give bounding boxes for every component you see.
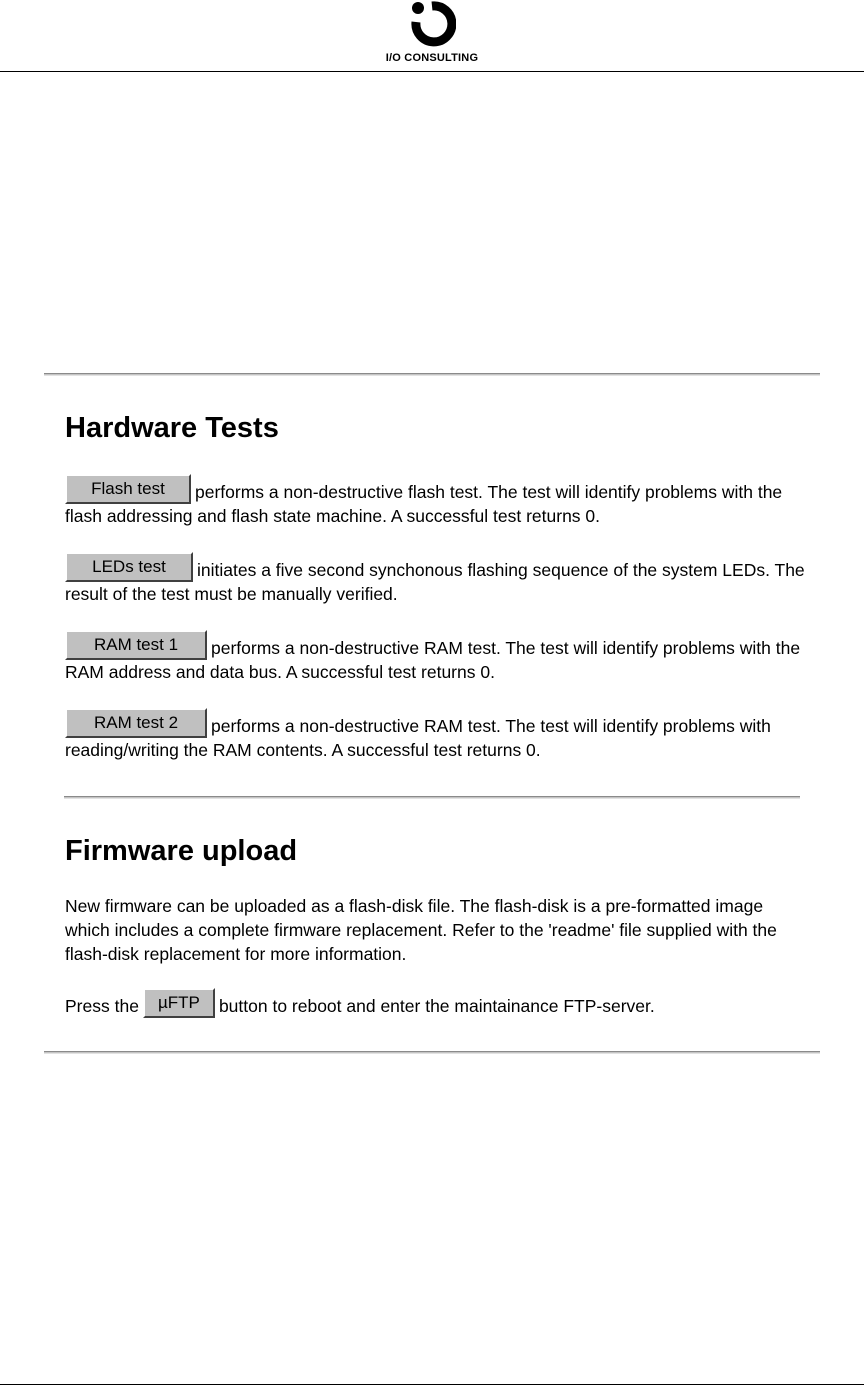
logo-mark-icon <box>408 0 456 50</box>
header-divider <box>0 71 864 72</box>
ftp-prefix-text: Press the <box>65 996 139 1016</box>
io-consulting-logo <box>370 0 494 68</box>
ram-test-1-row <box>65 630 805 684</box>
firmware-description: New firmware can be uploaded as a flash-disk file. The flash-disk is a pre-formatted image which includes a complete firmware replacement. Refer to the 'readme' file supplied with the flash-disk replacement for more information. <box>65 896 777 964</box>
ftp-row <box>65 988 805 1018</box>
firmware-upload-heading: Firmware upload <box>65 835 298 867</box>
ram-test-1-button[interactable]: RAM test 1 <box>65 630 207 660</box>
ram-test-2-button[interactable]: RAM test 2 <box>65 708 207 738</box>
ftp-suffix-text: button to reboot and enter the maintainance FTP-server. <box>218 996 655 1016</box>
ram-test-2-description: performs a non-destructive RAM test. The test will identify problems with reading/writing the RAM contents. A successful test returns 0. <box>65 716 771 760</box>
flash-test-description: performs a non-destructive flash test. The test will identify problems with the flash addressing and flash state machine. A successful test returns 0. <box>65 482 783 526</box>
ftp-button[interactable]: µFTP <box>143 988 215 1018</box>
leds-test-row <box>65 552 805 606</box>
flash-test-button[interactable]: Flash test <box>65 474 191 504</box>
ram-test-1-description: performs a non-destructive RAM test. The test will identify problems with the RAM address and data bus. A successful test returns 0. <box>65 638 801 682</box>
section-divider-top <box>44 373 820 376</box>
logo-text: I/O CONSULTING <box>385 52 479 64</box>
section-divider-bottom <box>44 1051 820 1054</box>
section-divider-middle <box>64 796 800 799</box>
leds-test-button[interactable]: LEDs test <box>65 552 193 582</box>
leds-test-description: initiates a five second synchonous flashing sequence of the system LEDs. The result of the test must be manually verified. <box>65 560 805 604</box>
ram-test-2-row <box>65 708 805 762</box>
hardware-tests-heading: Hardware Tests <box>65 412 279 444</box>
footer-divider <box>0 1384 864 1385</box>
flash-test-row <box>65 474 805 528</box>
